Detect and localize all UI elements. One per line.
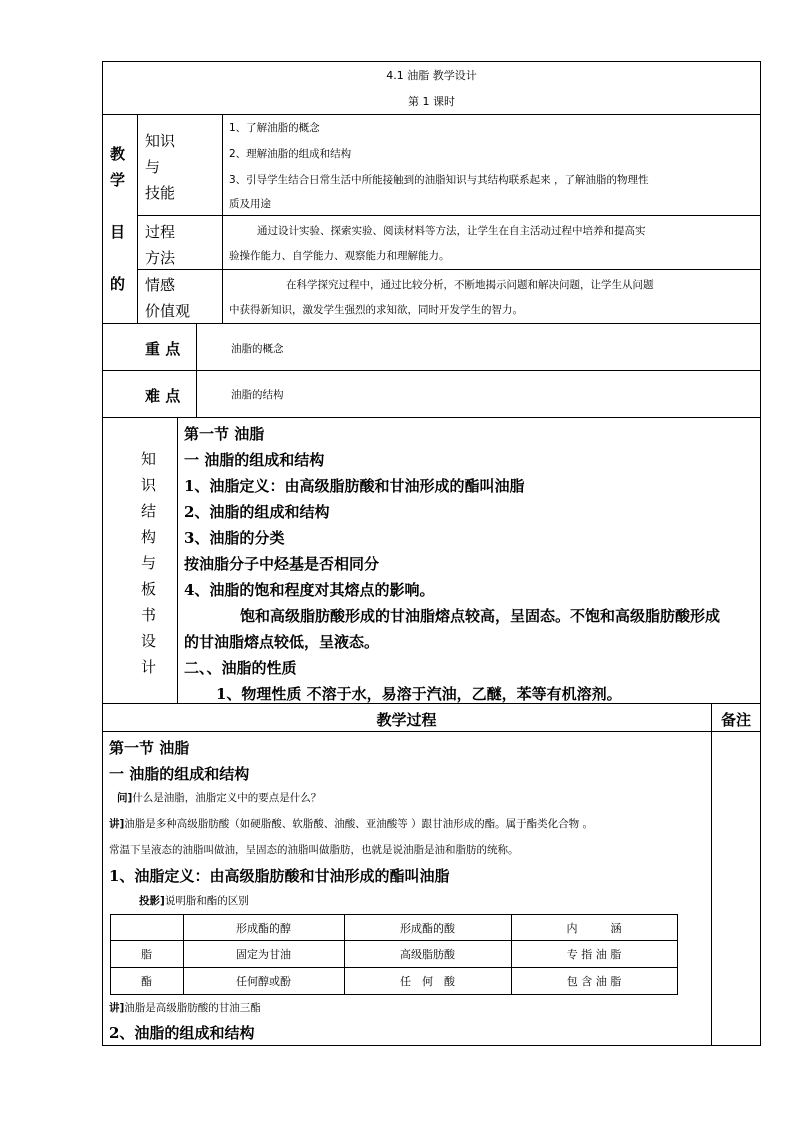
compare-table-cell: 酯	[141, 975, 152, 988]
board-label-char: 板	[141, 580, 157, 598]
objectives-label-char: 学	[110, 171, 126, 189]
board-line: 饱和高级脂肪酸形成的甘油脂熔点较高，呈固态。不饱和高级脂肪酸形成	[240, 607, 721, 625]
emotion-text: 在科学探究过程中，通过比较分析，不断地揭示问题和解决问题，让学生从问题	[286, 279, 654, 291]
process-text: 验操作能力、自学能力、观察能力和理解能力。	[229, 250, 450, 262]
board-label-char: 识	[141, 476, 157, 494]
difficulty-label: 难 点	[145, 387, 181, 405]
lecture-line	[109, 816, 593, 831]
emotion-label: 情感	[145, 276, 176, 294]
compare-table-header: 内 涵	[566, 922, 622, 935]
objectives-label-char: 教	[110, 145, 126, 163]
compare-table-cell: 专 指 油 脂	[566, 948, 622, 961]
knowledge-label: 与	[145, 158, 161, 176]
board-label-char: 计	[141, 658, 157, 676]
board-label-char: 与	[141, 554, 157, 572]
board-line: 的甘油脂熔点较低，呈液态。	[184, 633, 380, 651]
projection-tag: 投影]	[139, 895, 165, 907]
lecture-line: 常温下呈液态的油脂叫做油，呈固态的油脂叫做脂肪，也就是说油脂是油和脂肪的统称。	[109, 844, 519, 856]
section-heading: 2、油脂的组成和结构	[109, 1024, 255, 1042]
board-label-char: 设	[141, 632, 157, 650]
knowledge-item: 2、理解油脂的组成和结构	[229, 148, 352, 160]
difficulty-value: 油脂的结构	[231, 389, 284, 401]
knowledge-item: 3、引导学生结合日常生活中所能接触到的油脂知识与其结构联系起来 ，了解油脂的物理性	[229, 174, 649, 186]
board-line: 2、油脂的组成和结构	[184, 503, 330, 521]
compare-table-header: 形成酯的醇	[236, 922, 291, 935]
compare-table-cell: 固定为甘油	[236, 948, 291, 961]
knowledge-item: 质及用途	[229, 198, 271, 210]
compare-table-cell: 高级脂肪酸	[400, 948, 455, 961]
board-line: 按油脂分子中烃基是否相同分	[184, 555, 380, 573]
objectives-label-char: 目	[110, 223, 126, 241]
board-line: 第一节 油脂	[184, 425, 265, 443]
knowledge-item: 1、了解油脂的概念	[229, 122, 320, 134]
page-title: 4.1 油脂 教学设计	[386, 69, 477, 82]
key-point-label: 重 点	[145, 340, 181, 358]
compare-table-cell: 脂	[141, 948, 152, 961]
board-line: 一 油脂的组成和结构	[184, 451, 325, 469]
process-label: 过程	[145, 223, 176, 241]
lecture-text: 油脂是高级脂肪酸的甘油三酯	[124, 1002, 261, 1014]
lecture-text: 油脂是多种高级脂肪酸（如硬脂酸、软脂酸、油酸、亚油酸等 ）跟甘油形成的酯。属于酯类化合物 。	[124, 818, 593, 830]
process-header: 教学过程	[376, 711, 437, 729]
board-label-char: 知	[141, 450, 157, 468]
board-line: 1、油脂定义：由高级脂肪酸和甘油形成的酯叫油脂	[184, 477, 525, 495]
board-label-char: 构	[141, 528, 157, 546]
projection-line	[139, 893, 249, 908]
definition-line: 1、油脂定义：由高级脂肪酸和甘油形成的酯叫油脂	[109, 867, 450, 885]
question-line	[117, 790, 321, 805]
board-line: 二、、油脂的性质	[184, 659, 297, 677]
section-subheading: 一 油脂的组成和结构	[109, 765, 250, 783]
board-line: 3、油脂的分类	[184, 529, 285, 547]
lecture-tag: 讲]	[109, 818, 125, 830]
objectives-label-char: 的	[110, 275, 126, 293]
board-label-char: 结	[141, 502, 157, 520]
lecture-tag: 讲]	[109, 1002, 125, 1014]
compare-table-cell: 包 含 油 脂	[566, 975, 622, 988]
process-text: 通过设计实验、探索实验、阅读材料等方法，让学生在自主活动过程中培养和提高实	[257, 225, 646, 237]
knowledge-label: 技能	[145, 184, 176, 202]
emotion-label: 价值观	[145, 302, 191, 320]
board-line: 4、油脂的饱和程度对其熔点的影响。	[184, 581, 435, 599]
board-label-char: 书	[141, 606, 157, 624]
projection-text: 说明脂和酯的区别	[164, 895, 249, 907]
compare-table-cell: 任何醇或酚	[236, 975, 291, 988]
lesson-label: 第 1 课时	[408, 95, 455, 108]
compare-table-cell: 任 何 酸	[400, 975, 455, 988]
process-label: 方法	[145, 249, 176, 267]
board-line: 1、物理性质 不溶于水，易溶于汽油，乙醚，苯等有机溶剂。	[216, 685, 622, 703]
lecture-line	[109, 1000, 261, 1015]
emotion-text: 中获得新知识，激发学生强烈的求知欲，同时开发学生的智力。	[229, 304, 523, 316]
notes-header: 备注	[720, 711, 751, 729]
question-tag: 问]	[117, 792, 133, 804]
knowledge-label: 知识	[145, 132, 176, 150]
section-heading: 第一节 油脂	[109, 739, 190, 757]
question-text: 什么是油脂，油脂定义中的要点是什么？	[132, 792, 322, 804]
key-point-value: 油脂的概念	[231, 343, 284, 355]
compare-table-header: 形成酯的酸	[400, 922, 455, 935]
